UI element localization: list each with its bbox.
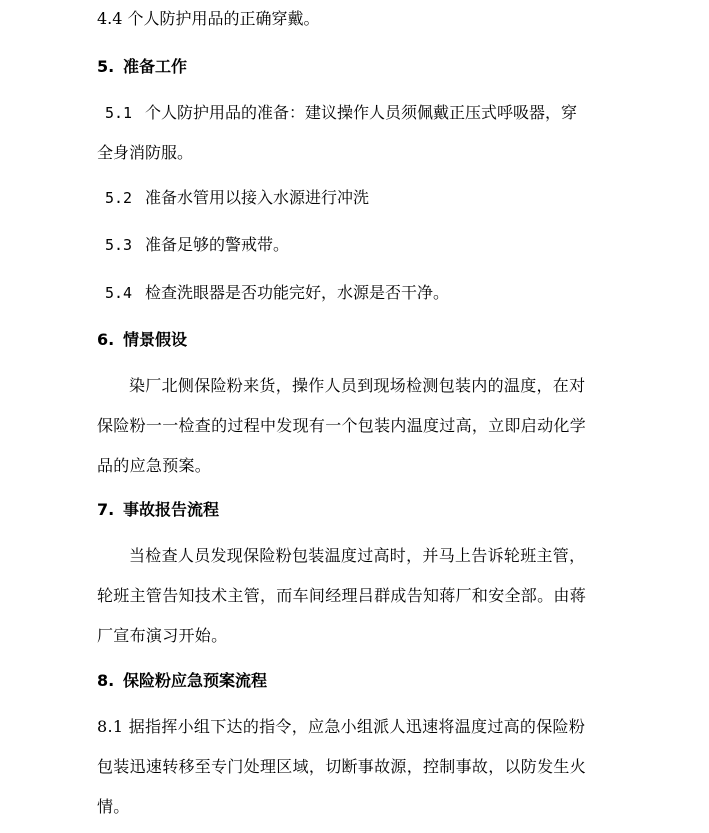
item-5-1-line1: 个人防护用品的准备：建议操作人员须佩戴正压式呼吸器，穿: [145, 103, 578, 122]
section-6-line-1: 染厂北侧保险粉来货，操作人员到现场检测包装内的温度，在对: [129, 376, 586, 395]
section-5-number: 5.: [97, 57, 115, 76]
item-5-1-line2: 全身消防服。: [97, 143, 194, 162]
item-8-1-line-3: 情。: [97, 797, 130, 816]
item-5-2-text: 准备水管用以接入水源进行冲洗: [145, 188, 370, 207]
section-8-heading: [97, 671, 267, 691]
section-6-number: 6.: [97, 330, 115, 349]
section-7-heading: [97, 500, 219, 520]
section-5-title: 准备工作: [123, 57, 188, 76]
section-8-number: 8.: [97, 671, 115, 690]
item-5-3-text: 准备足够的警戒带。: [145, 235, 290, 254]
section-7-title: 事故报告流程: [123, 500, 220, 519]
section-7-number: 7.: [97, 500, 115, 519]
section-6-line-3: 品的应急预案。: [97, 456, 212, 475]
section-7-line-3: 厂宣布演习开始。: [97, 626, 228, 645]
item-8-1-line-2: 包装迅速转移至专门处理区域，切断事故源，控制事故，以防发生火: [97, 757, 587, 776]
item-5-1: [105, 103, 577, 123]
item-5-2-number: 5.2: [105, 189, 133, 207]
section-6-line-2: 保险粉一一检查的过程中发现有一个包装内温度过高，立即启动化学: [97, 416, 587, 435]
section-7-line-2: 轮班主管告知技术主管，而车间经理吕群成告知蒋厂和安全部。由蒋: [97, 586, 587, 605]
item-5-4: [105, 283, 449, 303]
item-5-4-number: 5.4: [105, 284, 133, 302]
section-5-heading: [97, 57, 187, 77]
section-8-title: 保险粉应急预案流程: [123, 671, 268, 690]
section-6-heading: [97, 330, 187, 350]
item-8-1-line-1: 8.1 据指挥小组下达的指令，应急小组派人迅速将温度过高的保险粉: [97, 717, 586, 736]
item-5-3-number: 5.3: [105, 236, 133, 254]
item-5-1-number: 5.1: [105, 104, 133, 122]
item-5-2: [105, 188, 369, 208]
section-6-title: 情景假设: [123, 330, 188, 349]
item-5-4-text: 检查洗眼器是否功能完好，水源是否干净。: [145, 283, 450, 302]
item-5-3: [105, 235, 289, 255]
section-7-line-1: 当检查人员发现保险粉包装温度过高时，并马上告诉轮班主管，: [129, 546, 586, 565]
section-4-4-text: 4.4 个人防护用品的正确穿戴。: [97, 9, 320, 28]
